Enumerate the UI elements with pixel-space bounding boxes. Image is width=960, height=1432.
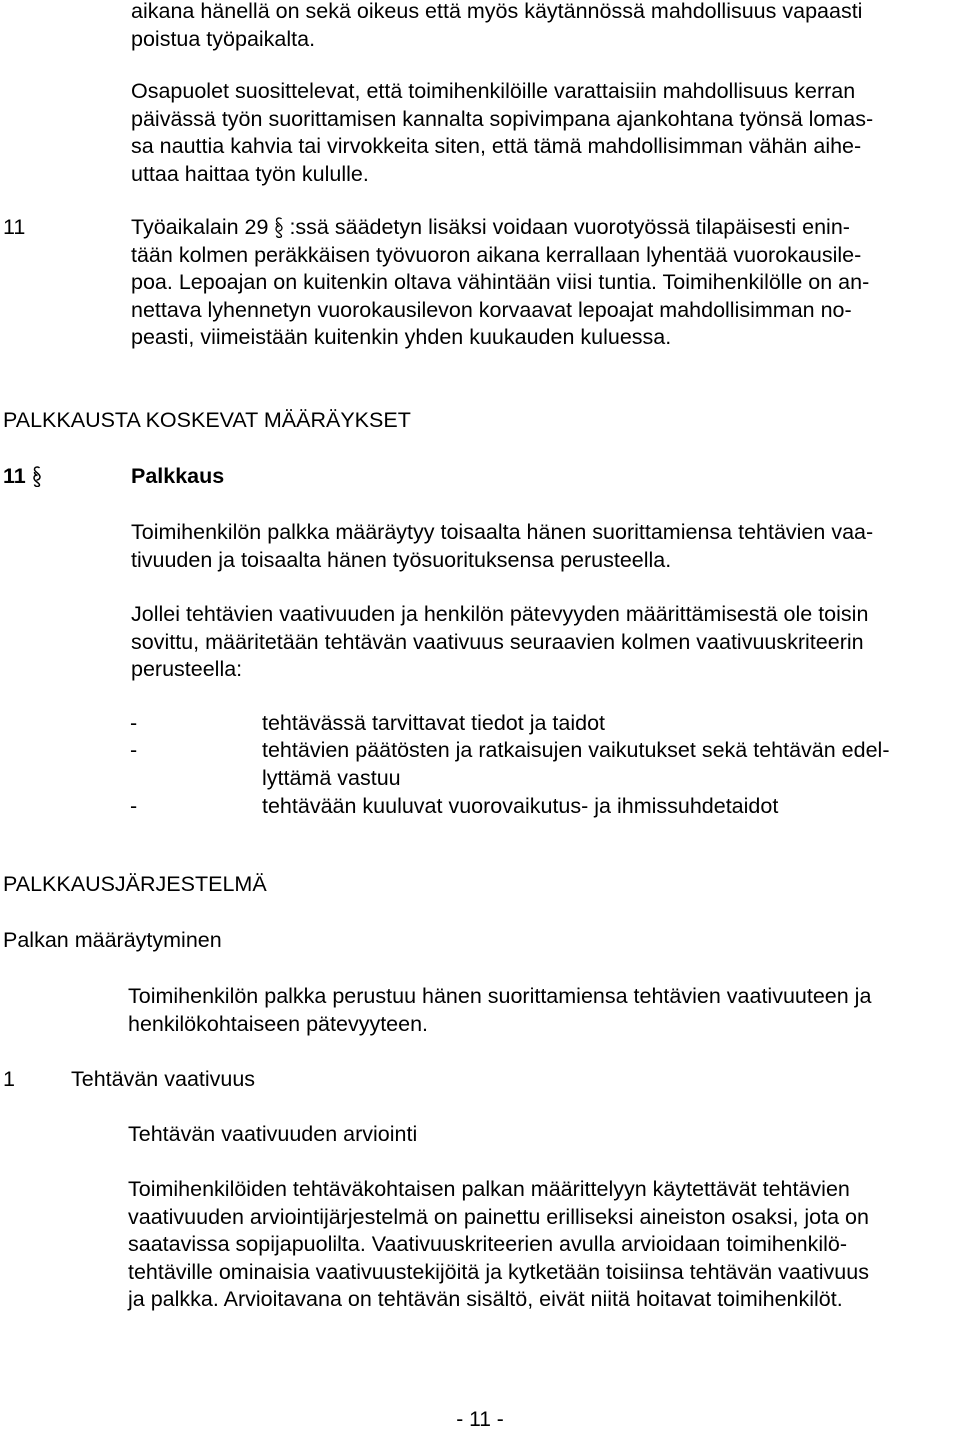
subheading-evaluation: Tehtävän vaativuuden arviointi	[128, 1122, 418, 1146]
text-line: Toimihenkilön palkka perustuu hänen suorittamiensa tehtävien vaativuuteen ja	[128, 984, 872, 1008]
heading-number: 1	[3, 1067, 15, 1091]
paragraph-continuation	[131, 0, 862, 53]
paragraph-pay-determination	[131, 519, 873, 574]
heading-number	[3, 463, 47, 491]
text-line: poa. Lepoajan on kuitenkin oltava vähintään viisi tuntia. Toimihenkilölle on an-	[131, 270, 870, 294]
section-heading-pay-system: PALKKAUSJÄRJESTELMÄ	[3, 872, 267, 896]
text-line: Toimihenkilön palkka määräytyy toisaalta hänen suorittamiensa tehtävien vaa-	[131, 520, 874, 544]
text-line: ja palkka. Arvioitavana on tehtävän sisältö, eivät niitä hoitavat toimihenkilöt.	[128, 1287, 843, 1311]
text-line: uttaa haittaa työn kululle.	[131, 161, 369, 186]
text-line: Osapuolet suosittelevat, että toimihenkilöille varattaisiin mahdollisuus kerran	[131, 79, 856, 103]
subsection-heading-pay-formation: Palkan määräytyminen	[3, 928, 222, 952]
list-bullet: -	[130, 738, 138, 762]
list-item-text: tehtävään kuuluvat vuorovaikutus- ja ihmissuhdetaidot	[262, 794, 779, 818]
text-line: lyttämä vastuu	[262, 765, 401, 790]
text-line: sa nauttia kahvia tai virvokkeita siten, että tämä mahdollisimman vähän aihe-	[131, 134, 862, 158]
text-fragment: Työaikalain 29	[131, 215, 269, 239]
heading-number-text: 11	[3, 464, 26, 488]
section-sign-icon	[274, 216, 284, 238]
text-line: Jollei tehtävien vaativuuden ja henkilön pätevyyden määrittämisestä ole toisin	[131, 602, 869, 626]
list-bullet: -	[130, 711, 138, 735]
text-line: Toimihenkilöiden tehtäväkohtaisen palkan määrittelyyn käytettävät tehtävien	[128, 1177, 850, 1201]
text-line: poistua työpaikalta.	[131, 26, 316, 51]
text-line: aikana hänellä on sekä oikeus että myös käytännössä mahdollisuus vapaasti	[131, 0, 863, 23]
paragraph-evaluation	[128, 1176, 869, 1314]
list-item-text: tehtävässä tarvittavat tiedot ja taidot	[262, 711, 606, 735]
list-bullet: -	[130, 794, 138, 818]
text-line: nettava lyhennetyn vuorokausilevon korvaavat lepoajat mahdollisimman no-	[131, 297, 852, 322]
text-line: sovittu, määritetään tehtävän vaativuus seuraavien kolmen vaativuuskriteerin	[131, 629, 864, 654]
text-line: vaativuuden arviointijärjestelmä on painettu erilliseksi aineiston osaksi, jota on	[128, 1204, 869, 1229]
heading-title: Palkkaus	[131, 464, 225, 488]
text-line: tään kolmen peräkkäisen työvuoron aikana kerrallaan lyhentää vuorokausile-	[131, 242, 862, 267]
paragraph-work-time	[131, 214, 869, 352]
text-line: tivuuden ja toisaalta hänen työsuorituksensa perusteella.	[131, 547, 672, 572]
list-item-text	[262, 737, 889, 792]
text-line-first	[131, 214, 869, 242]
text-line: tehtävien päätösten ja ratkaisujen vaikutukset sekä tehtävän edel-	[262, 738, 890, 762]
text-line: saatavissa sopijapuolilta. Vaativuuskriteerien avulla arvioidaan toimihenkilö-	[128, 1232, 848, 1256]
text-fragment: :ssä säädetyn lisäksi voidaan vuorotyössä tilapäisesti enin-	[289, 215, 850, 239]
paragraph-number: 11	[3, 215, 26, 239]
text-line: tehtäville ominaisia vaativuustekijöitä ja kytketään toisiinsa tehtävän vaativuus	[128, 1259, 869, 1284]
text-line: peasti, viimeistään kuitenkin yhden kuukauden kuluessa.	[131, 325, 672, 349]
section-heading-pay-rules: PALKKAUSTA KOSKEVAT MÄÄRÄYKSET	[3, 408, 411, 432]
text-line: perusteella:	[131, 657, 243, 681]
section-sign-icon	[32, 465, 42, 487]
page-number: - 11 -	[456, 1408, 504, 1431]
text-line: päivässä työn suorittamisen kannalta sopivimpana ajankohtana työnsä lomas-	[131, 106, 874, 131]
heading-title: Tehtävän vaativuus	[71, 1067, 256, 1091]
paragraph-unless-agreed	[131, 601, 868, 684]
paragraph-pay-based	[128, 983, 871, 1038]
text-line: henkilökohtaiseen pätevyyteen.	[128, 1011, 429, 1036]
paragraph-coffee-break	[131, 78, 873, 188]
